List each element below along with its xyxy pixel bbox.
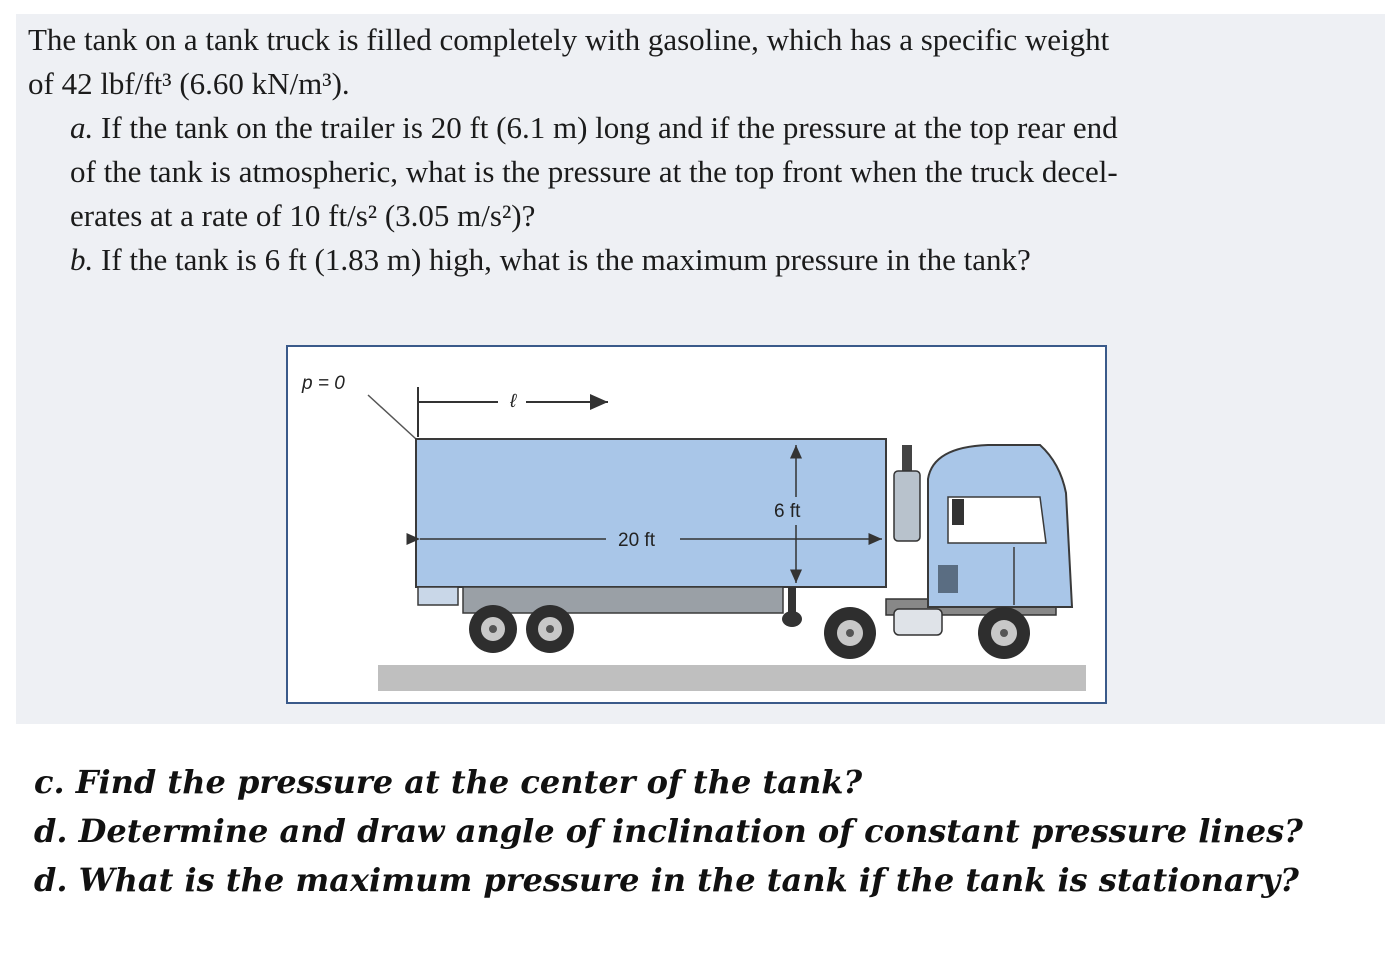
landing-gear-foot — [782, 611, 802, 627]
cab-step — [938, 565, 958, 593]
fuel-tank — [894, 609, 942, 635]
drive-wheel-1 — [824, 607, 876, 659]
intro-line-1: The tank on a tank truck is filled completely with gasoline, which has a specific weight — [28, 22, 1110, 57]
trailer-chassis — [463, 587, 783, 613]
part-b-text-1: If the tank is 6 ft (1.83 m) high, what is the maximum pressure in the tank? — [101, 242, 1031, 277]
part-b-label: b. — [70, 242, 94, 277]
pressure-label: p = 0 — [302, 373, 345, 394]
part-a-label: a. — [70, 110, 94, 145]
gasoline-tank — [416, 439, 886, 587]
part-a-line-3: erates at a rate of 10 ft/s² (3.05 m/s²)? — [70, 198, 536, 233]
ground-road — [378, 665, 1086, 691]
pressure-leader-line — [368, 395, 416, 439]
air-filter — [894, 471, 920, 541]
trailer-rear-bumper — [418, 587, 458, 605]
question-c: c. Find the pressure at the center of the tank? — [34, 763, 863, 801]
intro-line-2: of 42 lbf/ft³ (6.60 kN/m³). — [28, 66, 350, 101]
driver-seat — [952, 499, 964, 525]
trailer-wheel-1 — [469, 605, 517, 653]
tank-length-label: 20 ft — [618, 530, 655, 551]
tank-truck-diagram — [288, 347, 1105, 702]
problem-statement — [28, 18, 1388, 282]
part-a-line-1 — [28, 106, 1388, 150]
part-a-line-2: of the tank is atmospheric, what is the pressure at the top front when the truck decel- — [70, 154, 1118, 189]
question-d-stationary: d. What is the maximum pressure in the tank if the tank is stationary? — [34, 861, 1299, 899]
follow-up-questions — [34, 758, 1303, 905]
part-b-line-1 — [28, 238, 1388, 282]
length-symbol: ℓ — [510, 391, 517, 412]
part-a-text-1: If the tank on the trailer is 20 ft (6.1 m) long and if the pressure at the top rear end — [101, 110, 1118, 145]
trailer-wheel-2 — [526, 605, 574, 653]
question-d-angle: d. Determine and draw angle of inclination of constant pressure lines? — [34, 812, 1303, 850]
tank-truck-figure — [286, 345, 1107, 704]
tank-height-label: 6 ft — [774, 501, 801, 522]
front-wheel — [978, 607, 1030, 659]
